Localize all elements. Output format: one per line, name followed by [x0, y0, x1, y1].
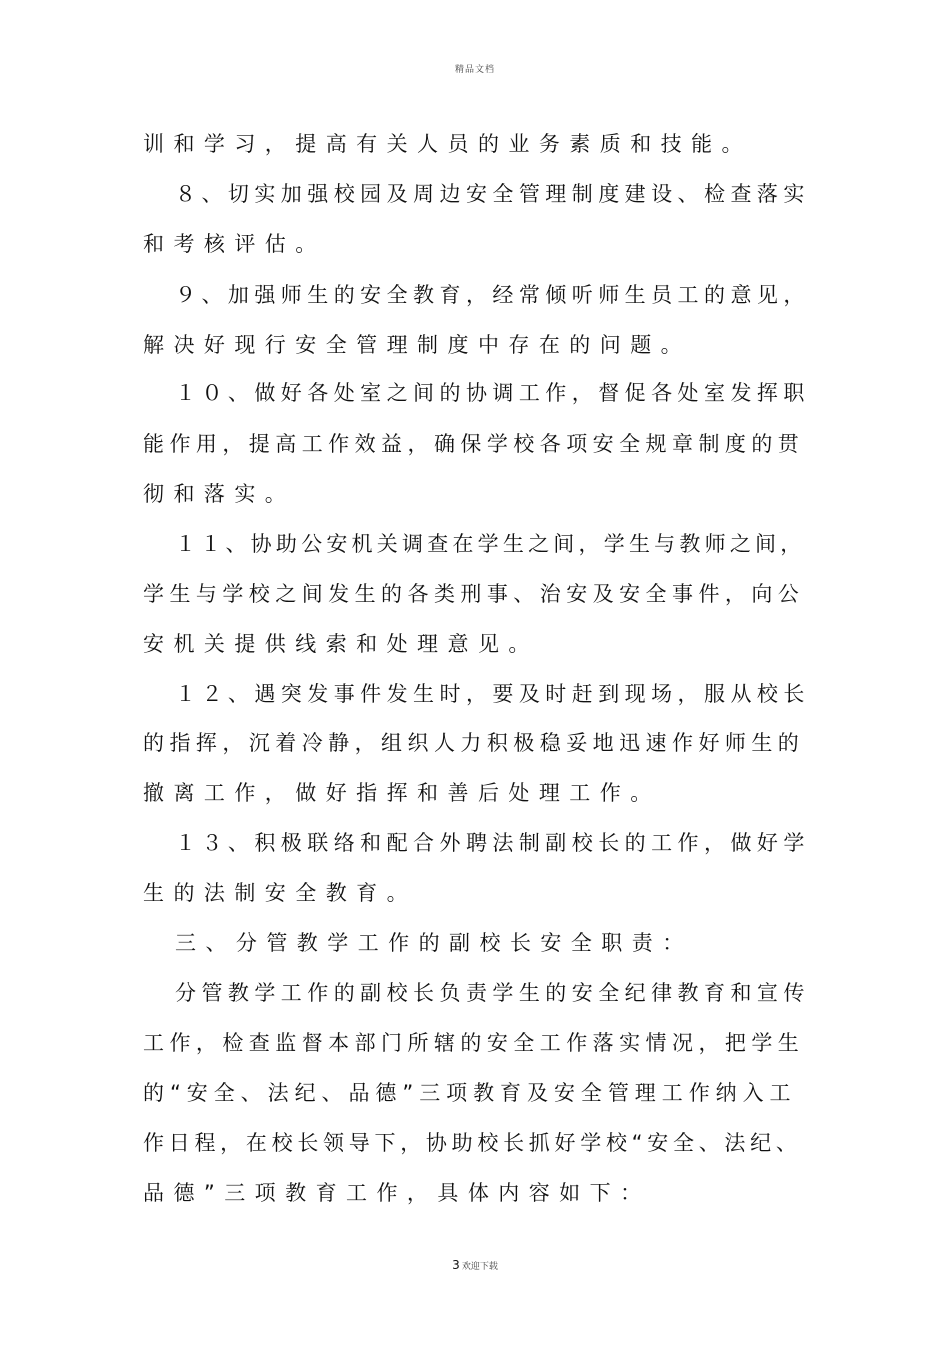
body-line: 训和学习，提高有关人员的业务素质和技能。	[143, 132, 752, 156]
body-line: 学生与学校之间发生的各类刑事、治安及安全事件，向公	[143, 582, 805, 606]
body-line: ９、加强师生的安全教育，经常倾听师生员工的意见，	[175, 283, 810, 307]
footer-text: 欢迎下载	[461, 1262, 498, 1272]
body-line: 安机关提供线索和处理意见。	[143, 632, 539, 656]
body-line: １０、做好各处室之间的协调工作，督促各处室发挥职	[175, 381, 810, 405]
body-line: 和考核评估。	[143, 232, 326, 256]
body-line: 品德”三项教育工作，具体内容如下：	[143, 1181, 651, 1205]
body-line: 生的法制安全教育。	[143, 881, 418, 905]
body-line: １１、协助公安机关调查在学生之间，学生与教师之间，	[175, 532, 806, 556]
body-line: 的“安全、法纪、品德”三项教育及安全管理工作纳入工	[143, 1081, 797, 1105]
page-footer	[0, 1258, 950, 1272]
body-line: 的指挥，沉着冷静，组织人力积极稳妥地迅速作好师生的	[143, 731, 805, 755]
body-line: ８、切实加强校园及周边安全管理制度建设、检查落实	[175, 182, 810, 206]
body-line: 能作用，提高工作效益，确保学校各项安全规章制度的贯	[143, 432, 805, 456]
body-line: 作日程，在校长领导下，协助校长抓好学校“安全、法纪、	[143, 1131, 802, 1155]
body-line: １３、积极联络和配合外聘法制副校长的工作，做好学	[175, 831, 810, 855]
body-line: 撤离工作，做好指挥和善后处理工作。	[143, 781, 661, 805]
page-header: 精品文档	[454, 65, 495, 75]
body-line: 解决好现行安全管理制度中存在的问题。	[143, 333, 692, 357]
body-line: 工作，检查监督本部门所辖的安全工作落实情况，把学生	[143, 1031, 805, 1055]
section-heading: 三、分管教学工作的副校长安全职责：	[175, 931, 693, 955]
body-line: １２、遇突发事件发生时，要及时赶到现场，服从校长	[175, 682, 810, 706]
body-line: 分管教学工作的副校长负责学生的安全纪律教育和宣传	[175, 981, 810, 1005]
page-number: 3	[452, 1258, 460, 1272]
body-line: 彻和落实。	[143, 482, 296, 506]
